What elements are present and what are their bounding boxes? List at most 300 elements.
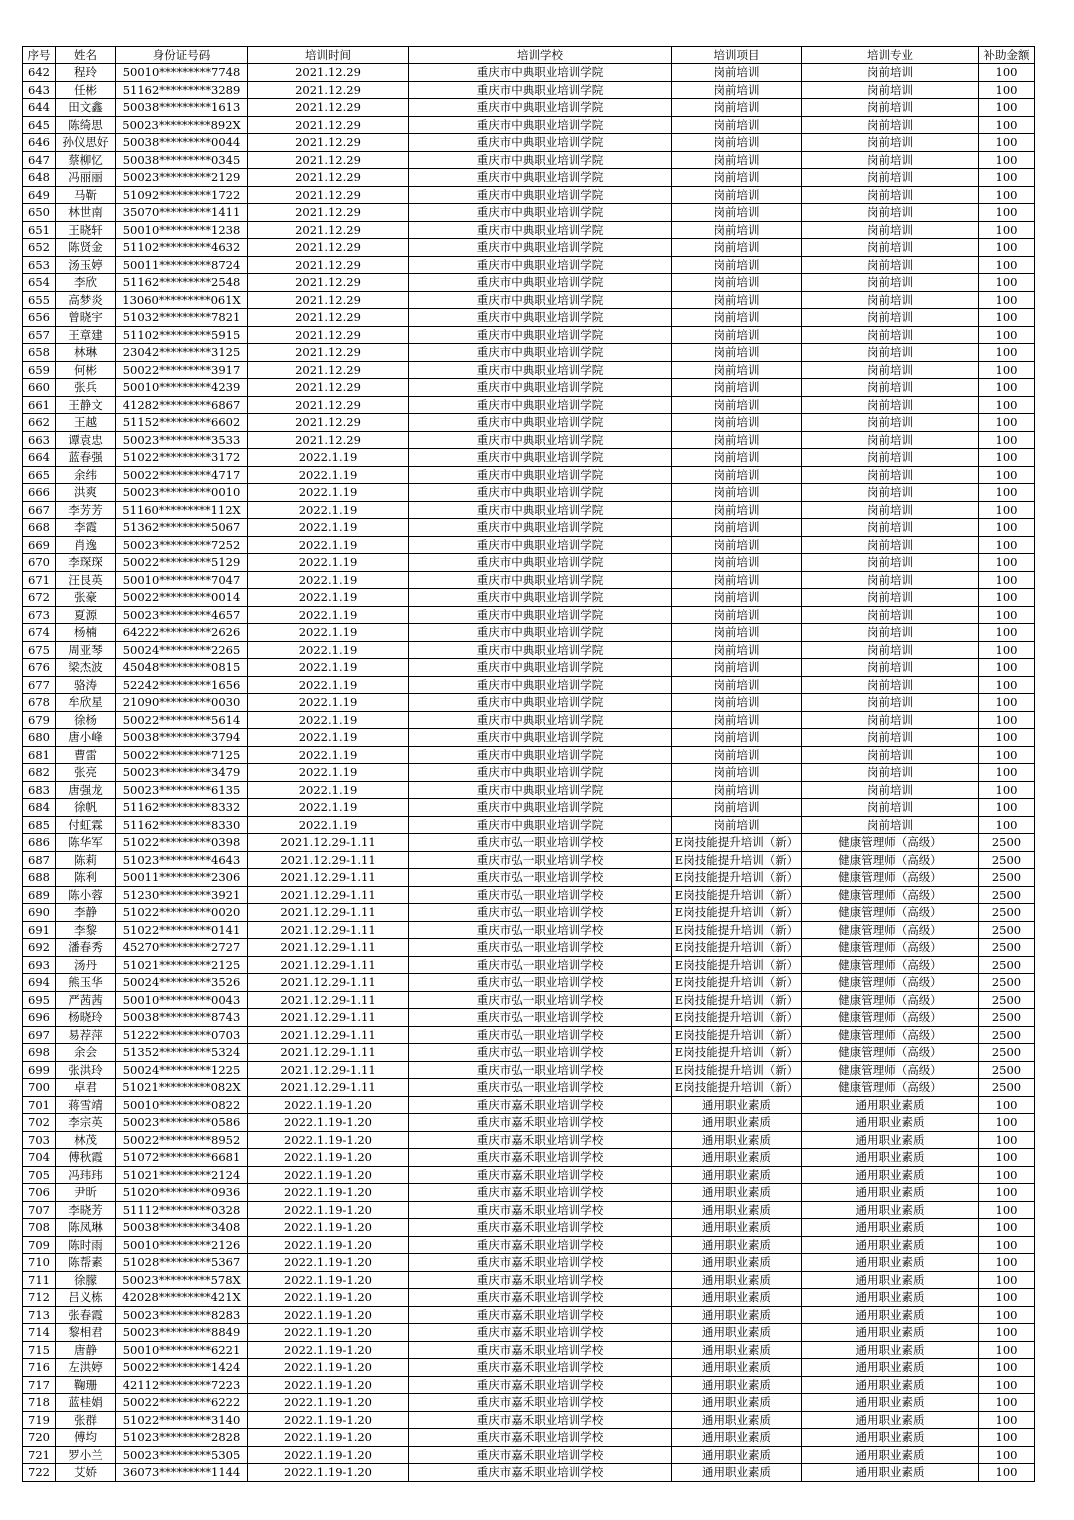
cell-training-major: 岗前培训 [802, 764, 979, 782]
cell-name: 徐朦 [56, 1271, 116, 1289]
cell-subsidy-amount: 100 [979, 221, 1035, 239]
cell-training-school: 重庆市弘一职业培训学校 [409, 1026, 672, 1044]
cell-training-major: 岗前培训 [802, 641, 979, 659]
cell-name: 王章建 [56, 326, 116, 344]
cell-index: 667 [23, 501, 56, 519]
table-row [23, 799, 1035, 817]
cell-index: 698 [23, 1044, 56, 1062]
cell-id-number: 23042*********3125 [116, 344, 248, 362]
cell-subsidy-amount: 100 [979, 431, 1035, 449]
cell-index: 651 [23, 221, 56, 239]
table-row [23, 1446, 1035, 1464]
cell-training-major: 岗前培训 [802, 414, 979, 432]
cell-training-school: 重庆市中典职业培训学院 [409, 64, 672, 82]
cell-training-school: 重庆市嘉禾职业培训学校 [409, 1411, 672, 1429]
cell-id-number: 50022*********3917 [116, 361, 248, 379]
table-row [23, 589, 1035, 607]
cell-index: 655 [23, 291, 56, 309]
cell-training-major: 岗前培训 [802, 781, 979, 799]
cell-training-time: 2021.12.29 [248, 186, 409, 204]
cell-training-major: 健康管理师（高级） [802, 1044, 979, 1062]
cell-training-major: 岗前培训 [802, 134, 979, 152]
cell-training-time: 2022.1.19-1.20 [248, 1359, 409, 1377]
cell-training-school: 重庆市弘一职业培训学校 [409, 851, 672, 869]
cell-training-school: 重庆市弘一职业培训学校 [409, 991, 672, 1009]
cell-id-number: 50038*********1613 [116, 99, 248, 117]
cell-name: 蓝春强 [56, 449, 116, 467]
cell-id-number: 51032*********7821 [116, 309, 248, 327]
cell-index: 681 [23, 746, 56, 764]
cell-training-major: 健康管理师（高级） [802, 1061, 979, 1079]
table-row [23, 554, 1035, 572]
cell-id-number: 51162*********8330 [116, 816, 248, 834]
cell-id-number: 51023*********2828 [116, 1429, 248, 1447]
cell-training-time: 2021.12.29 [248, 309, 409, 327]
cell-training-time: 2022.1.19 [248, 799, 409, 817]
cell-training-project: 岗前培训 [672, 274, 802, 292]
cell-training-school: 重庆市中典职业培训学院 [409, 291, 672, 309]
cell-name: 唐静 [56, 1341, 116, 1359]
cell-index: 678 [23, 694, 56, 712]
cell-subsidy-amount: 100 [979, 1429, 1035, 1447]
cell-training-time: 2022.1.19-1.20 [248, 1464, 409, 1482]
table-row [23, 974, 1035, 992]
cell-subsidy-amount: 100 [979, 1464, 1035, 1482]
cell-training-time: 2021.12.29 [248, 134, 409, 152]
cell-subsidy-amount: 2500 [979, 939, 1035, 957]
cell-id-number: 50023*********4657 [116, 606, 248, 624]
cell-id-number: 51023*********4643 [116, 851, 248, 869]
cell-id-number: 52242*********1656 [116, 676, 248, 694]
table-row [23, 676, 1035, 694]
cell-training-time: 2022.1.19 [248, 571, 409, 589]
cell-name: 蔡柳忆 [56, 151, 116, 169]
cell-training-school: 重庆市中典职业培训学院 [409, 624, 672, 642]
cell-training-school: 重庆市中典职业培训学院 [409, 466, 672, 484]
cell-training-school: 重庆市弘一职业培训学校 [409, 904, 672, 922]
cell-subsidy-amount: 100 [979, 571, 1035, 589]
cell-training-project: 岗前培训 [672, 291, 802, 309]
cell-id-number: 51022*********3172 [116, 449, 248, 467]
cell-index: 664 [23, 449, 56, 467]
cell-training-school: 重庆市中典职业培训学院 [409, 326, 672, 344]
cell-index: 676 [23, 659, 56, 677]
cell-index: 686 [23, 834, 56, 852]
cell-id-number: 41282*********6867 [116, 396, 248, 414]
cell-training-school: 重庆市弘一职业培训学校 [409, 974, 672, 992]
cell-index: 650 [23, 204, 56, 222]
cell-training-school: 重庆市弘一职业培训学校 [409, 1061, 672, 1079]
cell-training-school: 重庆市嘉禾职业培训学校 [409, 1324, 672, 1342]
cell-index: 710 [23, 1254, 56, 1272]
cell-training-major: 健康管理师（高级） [802, 851, 979, 869]
cell-training-major: 通用职业素质 [802, 1131, 979, 1149]
cell-training-time: 2022.1.19 [248, 554, 409, 572]
cell-subsidy-amount: 100 [979, 81, 1035, 99]
cell-training-project: 通用职业素质 [672, 1149, 802, 1167]
cell-training-time: 2021.12.29-1.11 [248, 1079, 409, 1097]
cell-training-major: 通用职业素质 [802, 1289, 979, 1307]
cell-training-time: 2022.1.19 [248, 781, 409, 799]
cell-index: 717 [23, 1376, 56, 1394]
cell-training-project: 岗前培训 [672, 764, 802, 782]
cell-id-number: 21090*********0030 [116, 694, 248, 712]
table-row [23, 1026, 1035, 1044]
roster-table [22, 46, 1035, 1482]
cell-index: 704 [23, 1149, 56, 1167]
cell-training-school: 重庆市中典职业培训学院 [409, 221, 672, 239]
cell-training-project: 岗前培训 [672, 589, 802, 607]
cell-training-time: 2022.1.19-1.20 [248, 1149, 409, 1167]
cell-training-time: 2021.12.29-1.11 [248, 921, 409, 939]
cell-training-time: 2022.1.19-1.20 [248, 1429, 409, 1447]
cell-id-number: 50024*********1225 [116, 1061, 248, 1079]
table-row [23, 729, 1035, 747]
table-row [23, 711, 1035, 729]
cell-index: 669 [23, 536, 56, 554]
cell-training-school: 重庆市嘉禾职业培训学校 [409, 1306, 672, 1324]
cell-id-number: 50023*********7252 [116, 536, 248, 554]
cell-training-school: 重庆市中典职业培训学院 [409, 589, 672, 607]
table-row [23, 274, 1035, 292]
cell-name: 蒋雪靖 [56, 1096, 116, 1114]
cell-index: 659 [23, 361, 56, 379]
cell-id-number: 50023*********2129 [116, 169, 248, 187]
cell-name: 唐强龙 [56, 781, 116, 799]
table-row [23, 1289, 1035, 1307]
cell-subsidy-amount: 100 [979, 1114, 1035, 1132]
cell-training-major: 岗前培训 [802, 554, 979, 572]
table-row [23, 64, 1035, 82]
cell-subsidy-amount: 100 [979, 641, 1035, 659]
cell-index: 671 [23, 571, 56, 589]
cell-id-number: 50010*********0043 [116, 991, 248, 1009]
cell-training-project: E岗技能提升培训（新） [672, 869, 802, 887]
cell-training-project: 岗前培训 [672, 169, 802, 187]
cell-training-major: 岗前培训 [802, 571, 979, 589]
cell-training-time: 2021.12.29 [248, 396, 409, 414]
cell-index: 657 [23, 326, 56, 344]
cell-training-time: 2021.12.29-1.11 [248, 974, 409, 992]
cell-id-number: 50022*********5614 [116, 711, 248, 729]
cell-training-time: 2022.1.19 [248, 659, 409, 677]
cell-id-number: 45048*********0815 [116, 659, 248, 677]
cell-training-major: 岗前培训 [802, 676, 979, 694]
cell-subsidy-amount: 100 [979, 466, 1035, 484]
cell-id-number: 51352*********5324 [116, 1044, 248, 1062]
cell-subsidy-amount: 2500 [979, 886, 1035, 904]
cell-training-project: 通用职业素质 [672, 1324, 802, 1342]
cell-subsidy-amount: 100 [979, 536, 1035, 554]
cell-training-project: 通用职业素质 [672, 1411, 802, 1429]
cell-index: 679 [23, 711, 56, 729]
cell-subsidy-amount: 100 [979, 1394, 1035, 1412]
cell-training-project: 岗前培训 [672, 799, 802, 817]
cell-id-number: 45270*********2727 [116, 939, 248, 957]
cell-name: 程玲 [56, 64, 116, 82]
cell-training-project: E岗技能提升培训（新） [672, 1061, 802, 1079]
cell-name: 尹昕 [56, 1184, 116, 1202]
cell-subsidy-amount: 2500 [979, 1044, 1035, 1062]
cell-subsidy-amount: 100 [979, 116, 1035, 134]
cell-index: 670 [23, 554, 56, 572]
cell-name: 陈绮思 [56, 116, 116, 134]
cell-subsidy-amount: 2500 [979, 869, 1035, 887]
cell-training-time: 2021.12.29 [248, 99, 409, 117]
cell-training-major: 岗前培训 [802, 361, 979, 379]
cell-subsidy-amount: 2500 [979, 904, 1035, 922]
cell-training-time: 2021.12.29-1.11 [248, 1026, 409, 1044]
cell-id-number: 50022*********8952 [116, 1131, 248, 1149]
cell-training-major: 岗前培训 [802, 799, 979, 817]
cell-training-school: 重庆市中典职业培训学院 [409, 274, 672, 292]
cell-training-time: 2022.1.19-1.20 [248, 1114, 409, 1132]
cell-training-school: 重庆市中典职业培训学院 [409, 414, 672, 432]
cell-index: 673 [23, 606, 56, 624]
cell-training-major: 健康管理师（高级） [802, 939, 979, 957]
cell-training-project: 岗前培训 [672, 519, 802, 537]
cell-name: 杨楠 [56, 624, 116, 642]
cell-training-project: 岗前培训 [672, 746, 802, 764]
cell-name: 张兵 [56, 379, 116, 397]
cell-subsidy-amount: 100 [979, 1201, 1035, 1219]
cell-id-number: 50022*********0014 [116, 589, 248, 607]
cell-training-school: 重庆市嘉禾职业培训学校 [409, 1096, 672, 1114]
cell-index: 713 [23, 1306, 56, 1324]
cell-id-number: 51162*********8332 [116, 799, 248, 817]
cell-index: 649 [23, 186, 56, 204]
cell-training-major: 岗前培训 [802, 589, 979, 607]
cell-training-time: 2022.1.19-1.20 [248, 1254, 409, 1272]
cell-training-time: 2021.12.29-1.11 [248, 904, 409, 922]
cell-name: 任彬 [56, 81, 116, 99]
cell-training-major: 岗前培训 [802, 256, 979, 274]
cell-name: 吕义栋 [56, 1289, 116, 1307]
cell-training-time: 2022.1.19 [248, 484, 409, 502]
cell-index: 672 [23, 589, 56, 607]
cell-name: 罗小兰 [56, 1446, 116, 1464]
cell-training-major: 通用职业素质 [802, 1411, 979, 1429]
cell-index: 683 [23, 781, 56, 799]
table-row [23, 694, 1035, 712]
cell-training-project: 岗前培训 [672, 694, 802, 712]
cell-training-major: 岗前培训 [802, 396, 979, 414]
cell-index: 685 [23, 816, 56, 834]
cell-training-school: 重庆市中典职业培训学院 [409, 764, 672, 782]
cell-training-school: 重庆市嘉禾职业培训学校 [409, 1271, 672, 1289]
cell-training-major: 岗前培训 [802, 694, 979, 712]
cell-training-major: 岗前培训 [802, 501, 979, 519]
cell-name: 洪爽 [56, 484, 116, 502]
cell-subsidy-amount: 100 [979, 484, 1035, 502]
cell-training-project: 岗前培训 [672, 571, 802, 589]
cell-training-time: 2022.1.19-1.20 [248, 1446, 409, 1464]
cell-training-project: 通用职业素质 [672, 1376, 802, 1394]
cell-training-project: 岗前培训 [672, 624, 802, 642]
cell-training-project: 岗前培训 [672, 186, 802, 204]
cell-index: 675 [23, 641, 56, 659]
cell-training-school: 重庆市弘一职业培训学校 [409, 886, 672, 904]
cell-training-school: 重庆市中典职业培训学院 [409, 379, 672, 397]
cell-index: 680 [23, 729, 56, 747]
header-training-time: 培训时间 [248, 47, 409, 64]
cell-training-time: 2022.1.19-1.20 [248, 1394, 409, 1412]
table-row [23, 309, 1035, 327]
table-row [23, 1219, 1035, 1237]
cell-training-major: 岗前培训 [802, 204, 979, 222]
cell-subsidy-amount: 100 [979, 746, 1035, 764]
cell-training-school: 重庆市弘一职业培训学校 [409, 956, 672, 974]
cell-id-number: 13060*********061X [116, 291, 248, 309]
cell-name: 李霞 [56, 519, 116, 537]
cell-id-number: 50022*********4717 [116, 466, 248, 484]
cell-training-time: 2022.1.19-1.20 [248, 1236, 409, 1254]
cell-name: 林琳 [56, 344, 116, 362]
cell-subsidy-amount: 100 [979, 361, 1035, 379]
cell-training-school: 重庆市中典职业培训学院 [409, 694, 672, 712]
cell-name: 马靳 [56, 186, 116, 204]
table-row [23, 1044, 1035, 1062]
cell-name: 肖逸 [56, 536, 116, 554]
cell-training-project: 通用职业素质 [672, 1359, 802, 1377]
cell-training-time: 2022.1.19-1.20 [248, 1411, 409, 1429]
cell-training-project: E岗技能提升培训（新） [672, 904, 802, 922]
cell-training-major: 通用职业素质 [802, 1254, 979, 1272]
cell-training-time: 2021.12.29 [248, 169, 409, 187]
cell-training-time: 2022.1.19 [248, 624, 409, 642]
cell-index: 674 [23, 624, 56, 642]
cell-training-time: 2021.12.29-1.11 [248, 886, 409, 904]
cell-training-time: 2021.12.29 [248, 379, 409, 397]
cell-id-number: 50023*********8849 [116, 1324, 248, 1342]
cell-training-major: 岗前培训 [802, 239, 979, 257]
cell-training-school: 重庆市中典职业培训学院 [409, 344, 672, 362]
cell-subsidy-amount: 100 [979, 274, 1035, 292]
cell-subsidy-amount: 100 [979, 449, 1035, 467]
cell-index: 658 [23, 344, 56, 362]
header-index: 序号 [23, 47, 56, 64]
table-header [23, 47, 1035, 64]
table-row [23, 1184, 1035, 1202]
table-row [23, 449, 1035, 467]
cell-index: 662 [23, 414, 56, 432]
cell-subsidy-amount: 100 [979, 1324, 1035, 1342]
cell-training-school: 重庆市中典职业培训学院 [409, 676, 672, 694]
cell-id-number: 50023*********0586 [116, 1114, 248, 1132]
cell-training-school: 重庆市中典职业培训学院 [409, 606, 672, 624]
cell-name: 徐帆 [56, 799, 116, 817]
table-row [23, 81, 1035, 99]
cell-name: 黎相君 [56, 1324, 116, 1342]
cell-index: 652 [23, 239, 56, 257]
cell-training-school: 重庆市嘉禾职业培训学校 [409, 1184, 672, 1202]
cell-id-number: 50022*********5129 [116, 554, 248, 572]
cell-id-number: 51020*********0936 [116, 1184, 248, 1202]
cell-training-project: E岗技能提升培训（新） [672, 1026, 802, 1044]
table-row [23, 1271, 1035, 1289]
cell-id-number: 51112*********0328 [116, 1201, 248, 1219]
cell-subsidy-amount: 2500 [979, 1026, 1035, 1044]
cell-index: 694 [23, 974, 56, 992]
table-row [23, 624, 1035, 642]
cell-name: 骆涛 [56, 676, 116, 694]
cell-id-number: 50038*********3794 [116, 729, 248, 747]
cell-training-major: 健康管理师（高级） [802, 956, 979, 974]
cell-training-project: 岗前培训 [672, 431, 802, 449]
table-row [23, 571, 1035, 589]
cell-index: 707 [23, 1201, 56, 1219]
table-row [23, 396, 1035, 414]
cell-training-major: 健康管理师（高级） [802, 1026, 979, 1044]
cell-id-number: 51162*********3289 [116, 81, 248, 99]
header-subsidy-amount: 补助金额 [979, 47, 1035, 64]
cell-training-time: 2021.12.29 [248, 239, 409, 257]
cell-training-school: 重庆市嘉禾职业培训学校 [409, 1219, 672, 1237]
cell-training-time: 2022.1.19-1.20 [248, 1166, 409, 1184]
table-row [23, 256, 1035, 274]
cell-index: 656 [23, 309, 56, 327]
cell-training-project: 岗前培训 [672, 781, 802, 799]
cell-training-project: E岗技能提升培训（新） [672, 1079, 802, 1097]
cell-training-school: 重庆市中典职业培训学院 [409, 729, 672, 747]
cell-id-number: 50010*********7047 [116, 571, 248, 589]
cell-training-school: 重庆市弘一职业培训学校 [409, 869, 672, 887]
cell-training-school: 重庆市中典职业培训学院 [409, 659, 672, 677]
cell-index: 692 [23, 939, 56, 957]
cell-id-number: 50011*********8724 [116, 256, 248, 274]
cell-training-school: 重庆市嘉禾职业培训学校 [409, 1254, 672, 1272]
cell-training-time: 2022.1.19 [248, 536, 409, 554]
cell-training-time: 2022.1.19 [248, 711, 409, 729]
cell-name: 徐杨 [56, 711, 116, 729]
cell-training-project: E岗技能提升培训（新） [672, 1044, 802, 1062]
cell-training-school: 重庆市中典职业培训学院 [409, 641, 672, 659]
cell-index: 721 [23, 1446, 56, 1464]
cell-training-project: 通用职业素质 [672, 1446, 802, 1464]
cell-subsidy-amount: 100 [979, 1411, 1035, 1429]
cell-training-school: 重庆市中典职业培训学院 [409, 186, 672, 204]
cell-name: 李晓芳 [56, 1201, 116, 1219]
cell-name: 付虹霖 [56, 816, 116, 834]
cell-training-project: 岗前培训 [672, 449, 802, 467]
cell-training-project: 通用职业素质 [672, 1464, 802, 1482]
cell-subsidy-amount: 100 [979, 1271, 1035, 1289]
cell-index: 645 [23, 116, 56, 134]
cell-training-major: 岗前培训 [802, 326, 979, 344]
cell-id-number: 51230*********3921 [116, 886, 248, 904]
cell-training-project: 岗前培训 [672, 256, 802, 274]
cell-subsidy-amount: 100 [979, 326, 1035, 344]
cell-name: 曹雷 [56, 746, 116, 764]
table-row [23, 1096, 1035, 1114]
cell-training-time: 2021.12.29-1.11 [248, 1009, 409, 1027]
cell-name: 王静文 [56, 396, 116, 414]
cell-training-major: 健康管理师（高级） [802, 869, 979, 887]
cell-training-major: 岗前培训 [802, 186, 979, 204]
cell-training-time: 2022.1.19-1.20 [248, 1289, 409, 1307]
cell-subsidy-amount: 100 [979, 1446, 1035, 1464]
table-row [23, 151, 1035, 169]
cell-index: 712 [23, 1289, 56, 1307]
cell-subsidy-amount: 100 [979, 1096, 1035, 1114]
cell-training-project: 通用职业素质 [672, 1219, 802, 1237]
cell-training-project: 岗前培训 [672, 729, 802, 747]
cell-index: 689 [23, 886, 56, 904]
cell-training-project: E岗技能提升培训（新） [672, 886, 802, 904]
cell-name: 陈小蓉 [56, 886, 116, 904]
cell-training-school: 重庆市中典职业培训学院 [409, 449, 672, 467]
table-row [23, 204, 1035, 222]
